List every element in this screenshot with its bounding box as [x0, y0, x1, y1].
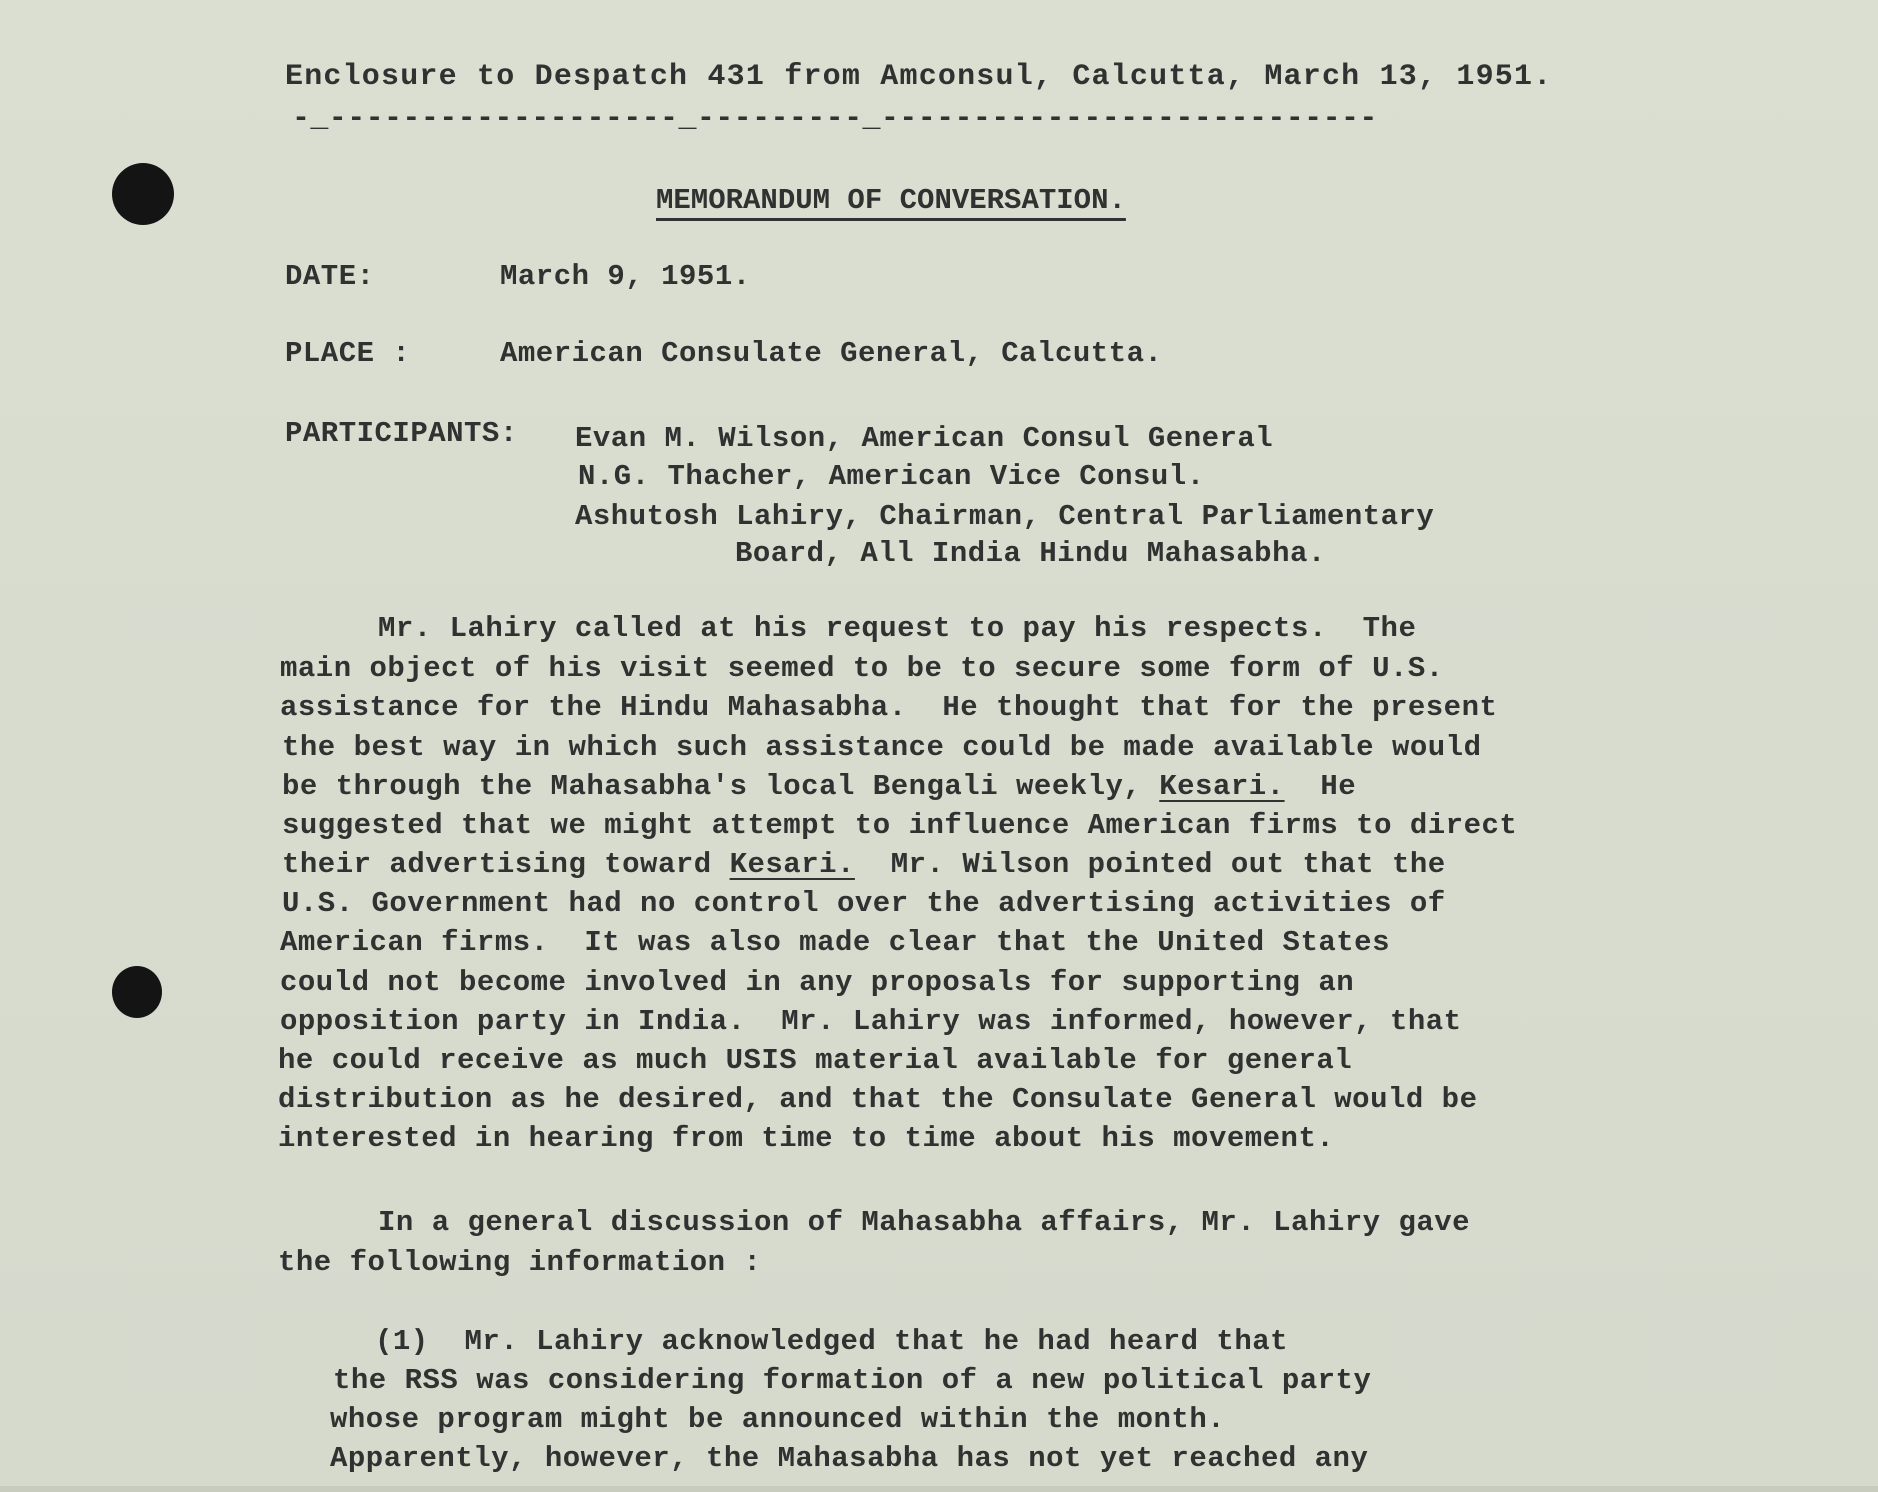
paragraph-line: American firms. It was also made clear that the United States	[280, 926, 1390, 959]
participants-label: PARTICIPANTS:	[285, 417, 518, 450]
participant-line: Board, All India Hindu Mahasabha.	[735, 537, 1326, 570]
line-segment: be through the Mahasabha's local Bengali weekly,	[282, 770, 1160, 803]
participant-line: Ashutosh Lahiry, Chairman, Central Parliamentary	[575, 500, 1435, 533]
participant-line: Evan M. Wilson, American Consul General	[575, 422, 1274, 455]
list-item-line: the RSS was considering formation of a new political party	[333, 1364, 1372, 1397]
paragraph-line: opposition party in India. Mr. Lahiry was informed, however, that	[280, 1005, 1462, 1038]
paragraph-line	[282, 772, 1356, 801]
date-label: DATE:	[285, 260, 375, 293]
paragraph-line: he could receive as much USIS material available for general	[278, 1044, 1353, 1077]
paragraph-line: U.S. Government had no control over the advertising activities of	[282, 887, 1446, 920]
header-rule: -_-------------------_---------_---------------------------	[292, 102, 1378, 136]
list-item-line: whose program might be announced within the month.	[330, 1403, 1226, 1436]
place-value: American Consulate General, Calcutta.	[500, 337, 1163, 370]
place-label: PLACE :	[285, 337, 411, 370]
memo-title: MEMORANDUM OF CONVERSATION.	[656, 184, 1126, 217]
page-bottom-edge	[0, 1486, 1878, 1492]
date-value: March 9, 1951.	[500, 260, 751, 293]
publication-name: Kesari.	[1159, 770, 1285, 803]
paragraph-line: assistance for the Hindu Mahasabha. He thought that for the present	[280, 691, 1498, 724]
paragraph-line: main object of his visit seemed to be to secure some form of U.S.	[280, 652, 1444, 685]
line-segment: their advertising toward	[282, 848, 730, 881]
list-item-line: Apparently, however, the Mahasabha has not yet reached any	[330, 1442, 1369, 1475]
paragraph-line: the following information :	[278, 1246, 762, 1279]
line-segment: He	[1284, 770, 1357, 803]
punch-hole-top	[112, 163, 174, 225]
list-item-line: (1) Mr. Lahiry acknowledged that he had heard that	[375, 1325, 1289, 1358]
line-segment: Mr. Wilson pointed out that the	[854, 848, 1446, 881]
enclosure-line: Enclosure to Despatch 431 from Amconsul, Calcutta, March 13, 1951.	[285, 60, 1553, 94]
punch-hole-bottom	[112, 966, 162, 1018]
paragraph-line: Mr. Lahiry called at his request to pay his respects. The	[378, 612, 1417, 645]
paragraph-line	[282, 850, 1446, 879]
paragraph-line: distribution as he desired, and that the Consulate General would be	[278, 1083, 1478, 1116]
paragraph-line: suggested that we might attempt to influence American firms to direct	[282, 809, 1518, 842]
paragraph-line: could not become involved in any proposals for supporting an	[280, 966, 1355, 999]
publication-name: Kesari.	[729, 848, 855, 881]
paragraph-line: In a general discussion of Mahasabha affairs, Mr. Lahiry gave	[378, 1206, 1471, 1239]
paragraph-line: interested in hearing from time to time about his movement.	[278, 1122, 1335, 1155]
participant-line: N.G. Thacher, American Vice Consul.	[578, 460, 1205, 493]
paragraph-line: the best way in which such assistance could be made available would	[282, 731, 1482, 764]
